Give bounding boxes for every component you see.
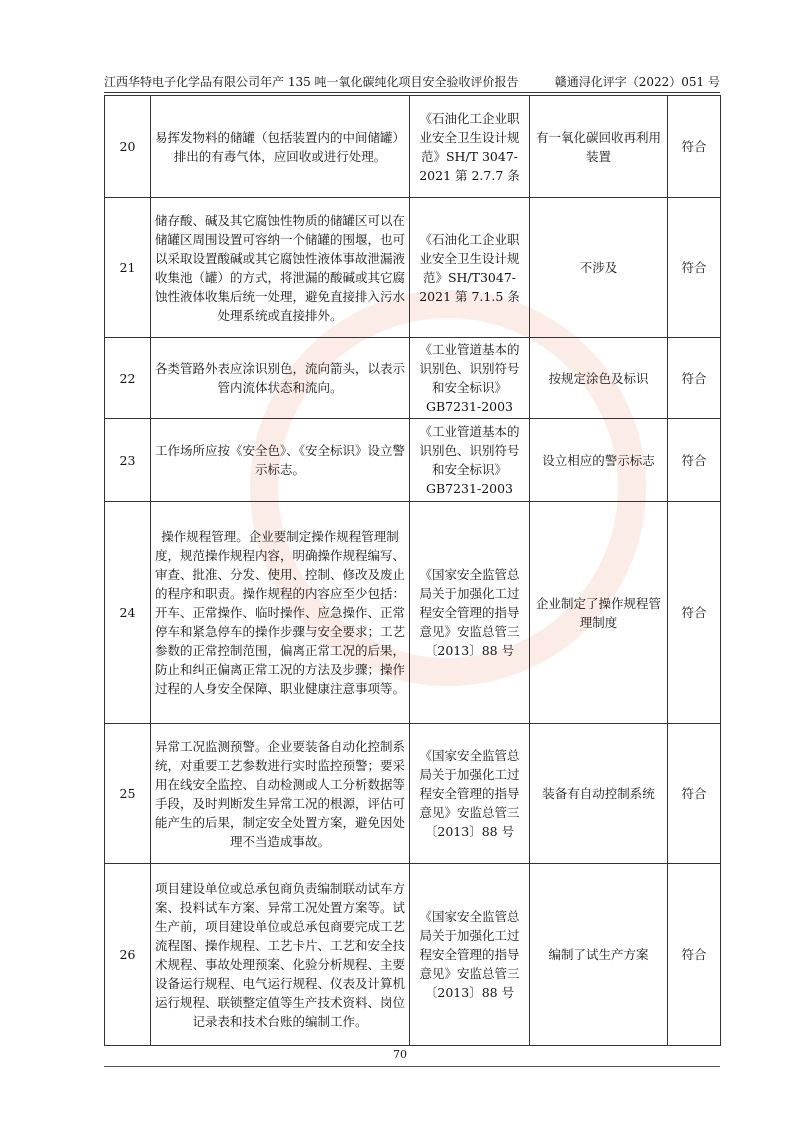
row-result: 符合 [668, 864, 721, 1046]
row-requirement: 各类管路外表应涂识别色，流向箭头，以表示管内流体状态和流向。 [151, 338, 410, 419]
row-result: 符合 [668, 502, 721, 724]
header-doc-number: 赣通浔化评字（2022）051 号 [554, 75, 720, 89]
row-actual: 装备有自动控制系统 [530, 724, 668, 864]
row-basis: 《工业管道基本的识别色、识别符号和安全标识》GB7231-2003 [410, 338, 530, 419]
row-number: 23 [105, 419, 151, 502]
row-result: 符合 [668, 724, 721, 864]
table-row [105, 864, 721, 1046]
row-requirement: 项目建设单位或总承包商负责编制联动试车方案、投料试车方案、异常工况处置方案等。试生产前，项目建设单位或总承包商要完成工艺流程图、操作规程、工艺卡片、工艺和安全技术规程、事故处理预案、化验分析规程、主要设备运行规程、电气运行规程、仪表及计算机运行规程、联锁整定值等生产技术资料、岗位记录表和技术台账的编制工作。 [151, 864, 410, 1046]
row-result: 符合 [668, 198, 721, 338]
row-actual: 编制了试生产方案 [530, 864, 668, 1046]
row-result: 符合 [668, 96, 721, 198]
row-basis: 《石油化工企业职业安全卫生设计规范》SH/T 3047-2021 第 2.7.7 条 [410, 96, 530, 198]
table-row [105, 724, 721, 864]
row-actual: 不涉及 [530, 198, 668, 338]
row-basis: 《国家安全监管总局关于加强化工过程安全管理的指导意见》安监总管三〔2013〕88 号 [410, 864, 530, 1046]
row-result: 符合 [668, 419, 721, 502]
row-basis: 《石油化工企业职业安全卫生设计规范》SH/T3047-2021 第 7.1.5 条 [410, 198, 530, 338]
row-actual: 企业制定了操作规程管理制度 [530, 502, 668, 724]
evaluation-table [104, 95, 721, 1046]
row-requirement: 操作规程管理。企业要制定操作规程管理制度，规范操作规程内容，明确操作规程编写、审查、批准、分发、使用、控制、修改及废止的程序和职责。操作规程的内容应至少包括：开车、正常操作、临时操作、应急操作、正常停车和紧急停车的操作步骤与安全要求；工艺参数的正常控制范围，偏离正常工况的后果，防止和纠正偏离正常工况的方法及步骤；操作过程的人身安全保障、职业健康注意事项等。 [151, 502, 410, 724]
row-requirement: 易挥发物料的储罐（包括装置内的中间储罐）排出的有毒气体，应回收或进行处理。 [151, 96, 410, 198]
row-actual: 设立相应的警示标志 [530, 419, 668, 502]
table-row [105, 338, 721, 419]
row-result: 符合 [668, 338, 721, 419]
row-number: 24 [105, 502, 151, 724]
page-header [104, 70, 720, 90]
row-number: 22 [105, 338, 151, 419]
row-requirement: 异常工况监测预警。企业要装备自动化控制系统，对重要工艺参数进行实时监控预警；要采用在线安全监控、自动检测或人工分析数据等手段，及时判断发生异常工况的根源，评估可能产生的后果，制定安全处置方案，避免因处理不当造成事故。 [151, 724, 410, 864]
row-number: 26 [105, 864, 151, 1046]
row-actual: 按规定涂色及标识 [530, 338, 668, 419]
row-number: 25 [105, 724, 151, 864]
table-row [105, 502, 721, 724]
footer-rule [104, 1066, 720, 1067]
table-row [105, 419, 721, 502]
page-number: 70 [393, 1048, 407, 1061]
row-requirement: 储存酸、碱及其它腐蚀性物质的储罐区可以在储罐区周围设置可容纳一个储罐的围堰，也可以采取设置酸碱或其它腐蚀性液体事故泄漏液收集池（罐）的方式，将泄漏的酸碱或其它腐蚀性液体收集后统一处理，避免直接排入污水处理系统或直接排外。 [151, 198, 410, 338]
header-title: 江西华特电子化学品有限公司年产 135 吨一氧化碳纯化项目安全验收评价报告 [104, 75, 519, 89]
row-basis: 《国家安全监管总局关于加强化工过程安全管理的指导意见》安监总管三〔2013〕88 号 [410, 502, 530, 724]
row-requirement: 工作场所应按《安全色》、《安全标识》设立警示标志。 [151, 419, 410, 502]
row-number: 20 [105, 96, 151, 198]
table-row [105, 96, 721, 198]
row-basis: 《工业管道基本的识别色、识别符号和安全标识》GB7231-2003 [410, 419, 530, 502]
row-actual: 有一氧化碳回收再利用装置 [530, 96, 668, 198]
row-number: 21 [105, 198, 151, 338]
row-basis: 《国家安全监管总局关于加强化工过程安全管理的指导意见》安监总管三〔2013〕88 号 [410, 724, 530, 864]
header-rule [104, 92, 720, 93]
table-row [105, 198, 721, 338]
